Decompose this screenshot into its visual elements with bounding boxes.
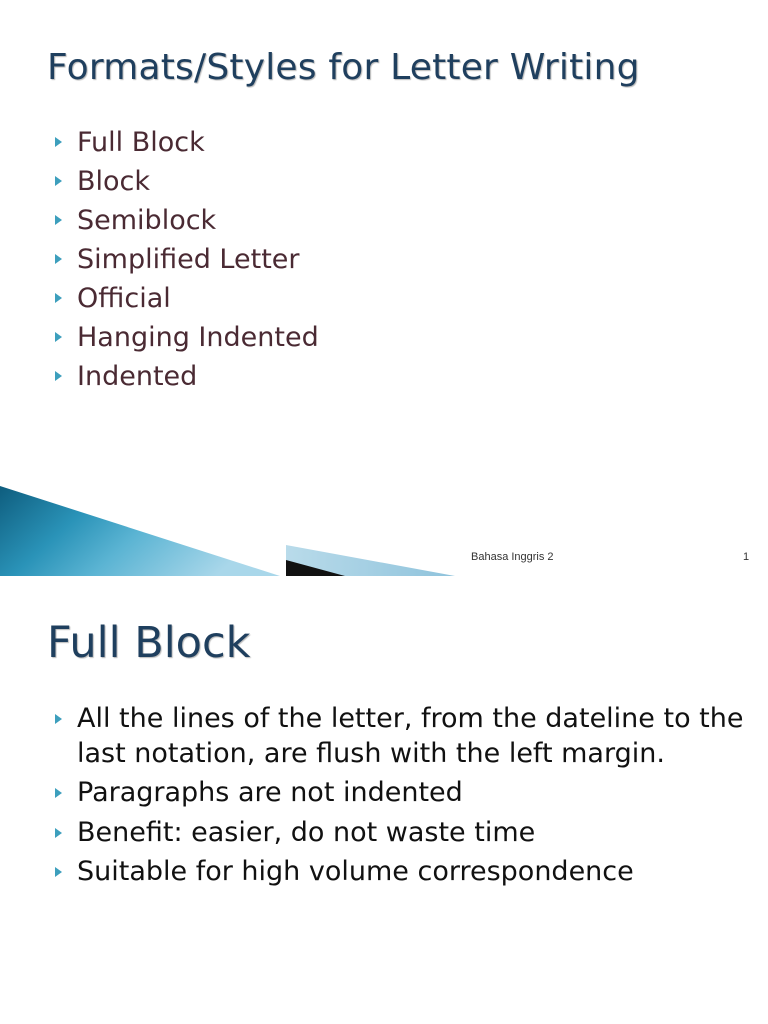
bullet-text: Benefit: easier, do not waste time	[77, 816, 536, 848]
bullet-arrow-icon	[55, 714, 62, 724]
bullet-arrow-icon	[55, 828, 62, 838]
bullet-text: Full Block	[77, 127, 205, 158]
bullet-text: Block	[77, 166, 151, 197]
bullet-text: Hanging Indented	[77, 322, 319, 353]
bullet-text: Paragraphs are not indented	[77, 777, 463, 808]
footer-label: Bahasa Inggris 2	[471, 551, 554, 563]
bullet-arrow-icon	[55, 788, 62, 798]
list-item	[54, 776, 744, 811]
list-item	[54, 816, 744, 851]
bullet-text: Official	[77, 283, 171, 314]
bullet-text: Semiblock	[77, 205, 217, 236]
bullet-text: Indented	[77, 361, 198, 392]
bullet-list	[54, 702, 744, 895]
teal-wedge	[0, 486, 280, 576]
slide-2	[0, 576, 768, 1024]
list-item	[54, 855, 744, 890]
bullet-text: Simplified Letter	[77, 244, 300, 275]
bullet-text: Suitable for high volume correspondence	[77, 856, 634, 887]
slide-title: Formats/Styles for Letter Writing	[47, 47, 640, 88]
bullet-arrow-icon	[55, 867, 62, 877]
slide-title: Full Block	[47, 618, 251, 668]
slide-number: 1	[743, 551, 750, 563]
list-item	[54, 702, 744, 771]
bullet-text: All the lines of the letter, from the dateline to the last notation, are flush with the left margin.	[77, 703, 744, 769]
